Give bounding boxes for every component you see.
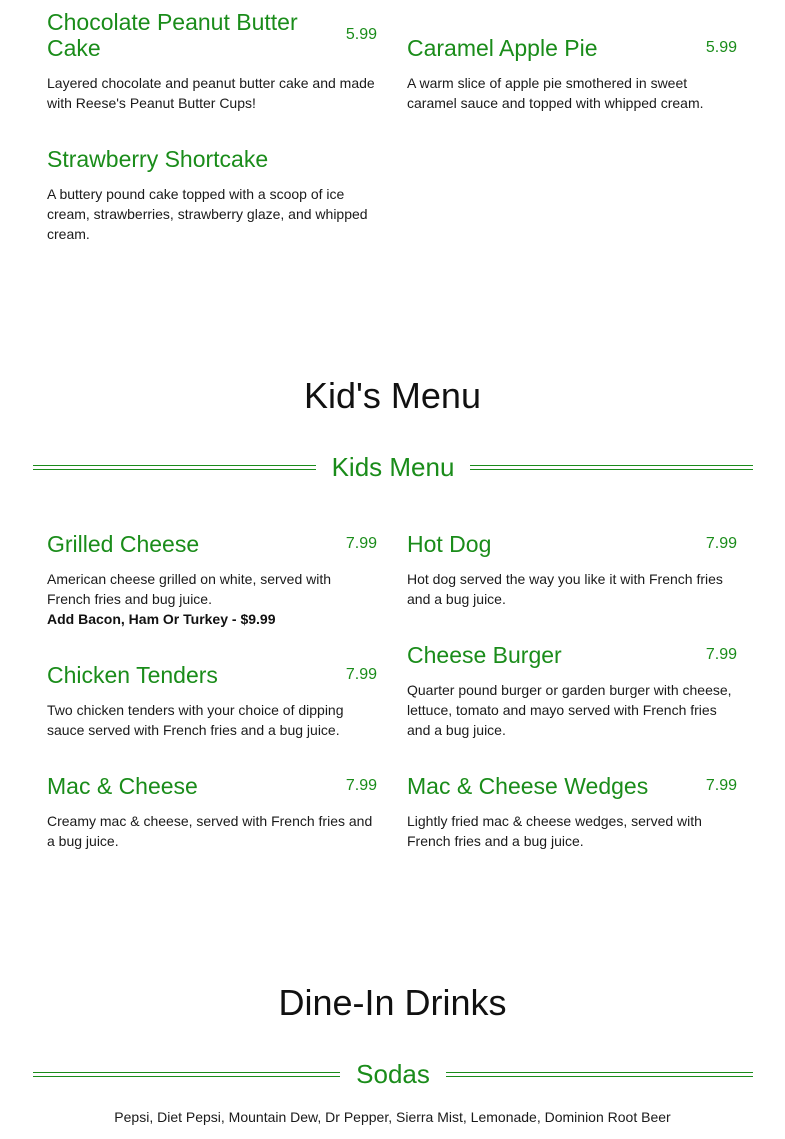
section-heading-drinks: Dine-In Drinks: [278, 982, 507, 1023]
item-description: A buttery pound cake topped with a scoop of ice cream, strawberries, strawberry glaze, and whipped cream.: [47, 186, 368, 242]
subsection-divider-sodas: [33, 1059, 753, 1089]
item-addon: Add Bacon, Ham Or Turkey - $9.99: [47, 611, 276, 627]
item-price: 7.99: [705, 535, 737, 552]
menu-item-mac-and-cheese: [47, 773, 377, 851]
menu-item-cheese-burger: [407, 642, 737, 740]
menu-item-strawberry-shortcake: [47, 146, 377, 244]
subsection-title: Sodas: [356, 1059, 430, 1089]
item-description: A warm slice of apple pie smothered in sweet caramel sauce and topped with whipped cream.: [407, 75, 704, 111]
subsection-divider-kids: [33, 452, 753, 482]
menu-item-mac-and-cheese-wedges: [407, 773, 737, 851]
item-title: Mac & Cheese: [47, 773, 198, 799]
item-price: 5.99: [345, 26, 377, 43]
item-title: Caramel Apple Pie: [407, 35, 598, 61]
item-price: 5.99: [705, 39, 737, 56]
soda-list: Pepsi, Diet Pepsi, Mountain Dew, Dr Pepper, Sierra Mist, Lemonade, Dominion Root Beer: [114, 1109, 671, 1125]
item-description: American cheese grilled on white, served with French fries and bug juice.: [47, 571, 332, 607]
item-title: Cheese Burger: [407, 642, 562, 668]
section-heading-kids: Kid's Menu: [304, 375, 481, 416]
item-description: Lightly fried mac & cheese wedges, served with French fries and a bug juice.: [407, 813, 702, 849]
item-title: Grilled Cheese: [47, 531, 200, 557]
item-title: Chicken Tenders: [47, 662, 218, 688]
item-description: Two chicken tenders with your choice of dipping sauce served with French fries and a bug juice.: [47, 702, 344, 738]
divider-rule-right: [470, 465, 753, 470]
item-price: 7.99: [345, 777, 377, 794]
menu-item-caramel-apple-pie: [407, 35, 737, 113]
item-title: Strawberry Shortcake: [47, 146, 269, 172]
item-description: Creamy mac & cheese, served with French fries and a bug juice.: [47, 813, 373, 849]
menu-item-chocolate-peanut-butter-cake: [47, 9, 377, 113]
item-description: Hot dog served the way you like it with French fries and a bug juice.: [407, 571, 723, 607]
menu-item-grilled-cheese: [47, 531, 377, 629]
divider-rule-right: [446, 1072, 753, 1077]
menu-item-hot-dog: [407, 531, 737, 609]
menu-item-chicken-tenders: [47, 662, 377, 740]
subsection-title: Kids Menu: [331, 452, 455, 482]
item-description: Layered chocolate and peanut butter cake and made with Reese's Peanut Butter Cups!: [47, 75, 375, 111]
item-price: 7.99: [345, 535, 377, 552]
divider-rule-left: [33, 1072, 340, 1077]
item-title: Hot Dog: [407, 531, 492, 557]
item-price: 7.99: [705, 777, 737, 794]
item-title: Mac & Cheese Wedges: [407, 773, 649, 799]
item-title: Chocolate Peanut Butter Cake: [47, 9, 298, 61]
divider-rule-left: [33, 465, 316, 470]
item-price: 7.99: [345, 666, 377, 683]
item-price: 7.99: [705, 646, 737, 663]
item-description: Quarter pound burger or garden burger with cheese, lettuce, tomato and mayo served with French fries and a bug juice.: [407, 682, 732, 738]
